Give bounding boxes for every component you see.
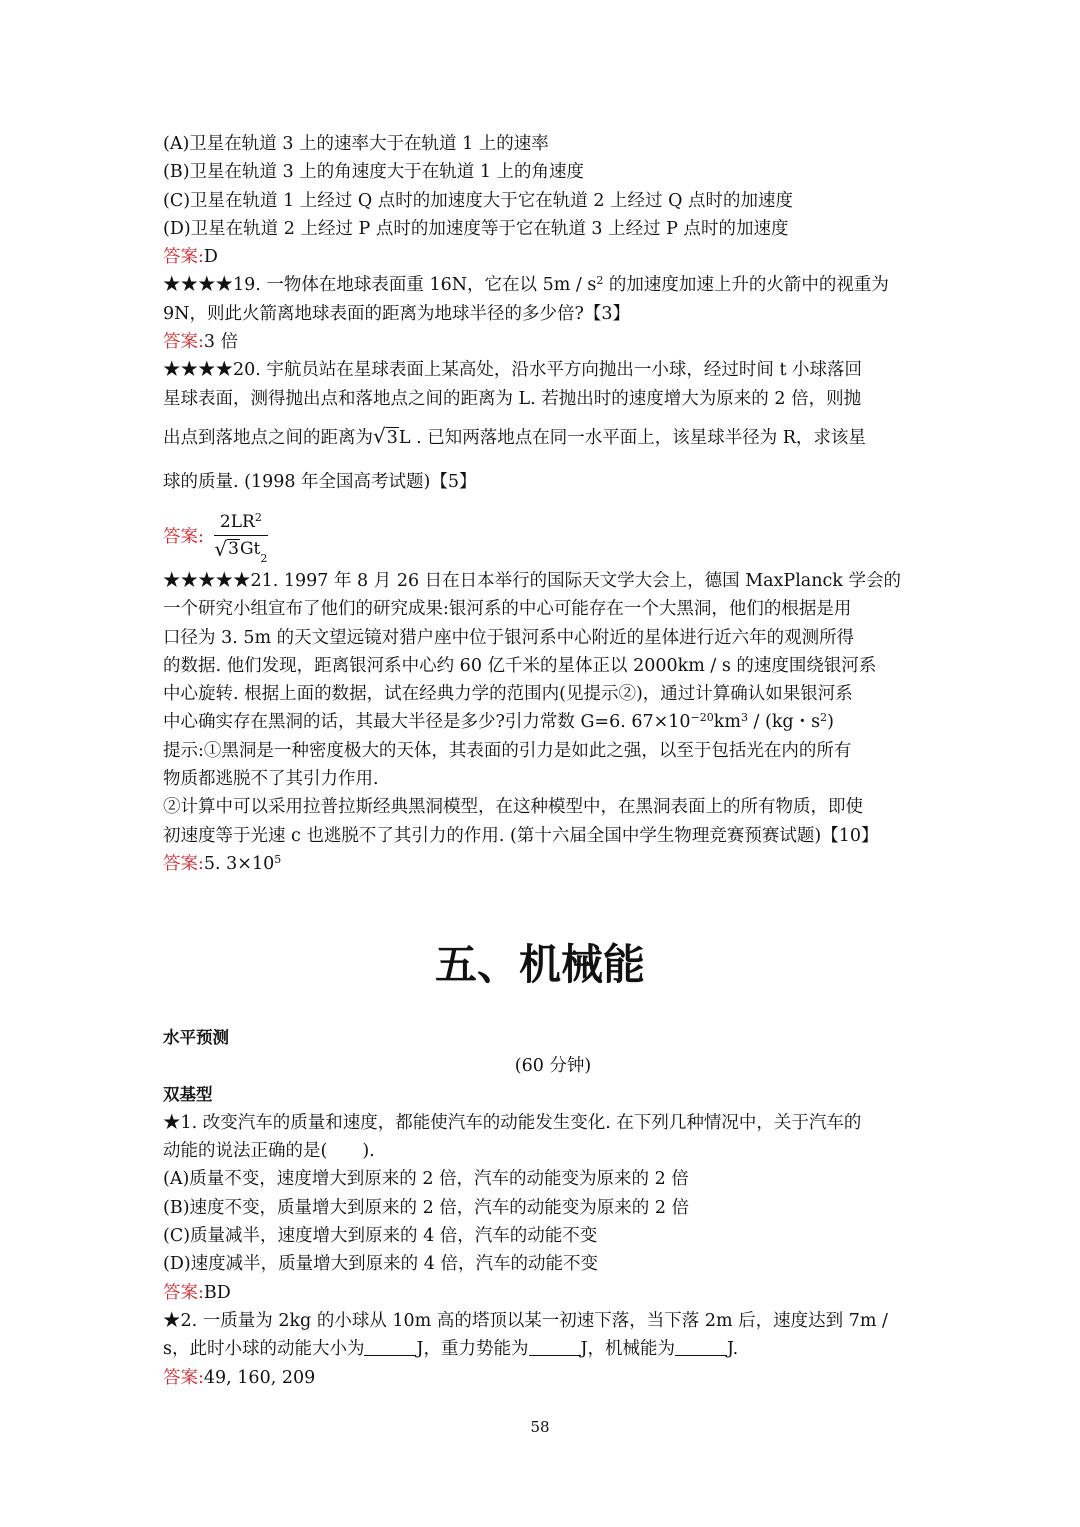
answer-label: 答案: xyxy=(163,247,204,268)
q2-line-2: s，此时小球的动能大小为 J，重力势能为 J，机械能为 J. xyxy=(163,1339,739,1360)
q1-option-c: (C)质量减半，速度增大到原来的 4 倍，汽车的动能不变 xyxy=(163,1226,598,1247)
answer-fraction xyxy=(214,511,268,566)
q1-answer xyxy=(163,1279,923,1307)
q18-option-d: (D)卫星在轨道 2 上经过 P 点时的加速度等于它在轨道 3 上经过 P 点时的加速度 xyxy=(163,218,789,239)
answer-label: 答案: xyxy=(163,853,204,874)
q18-option-a: (A)卫星在轨道 3 上的速率大于在轨道 1 上的速率 xyxy=(163,134,549,154)
q19-answer xyxy=(163,328,923,356)
q21-line-3: 口径为 3. 5m 的天文望远镜对猎户座中位于银河系中心附近的星体进行近六年的观测所得 xyxy=(163,627,855,648)
q19-line-2: 9N，则此火箭离地球表面的距离为地球半径的多少倍?【3】 xyxy=(163,303,630,324)
answer-label: 答案: xyxy=(163,527,204,548)
q20-line-2: 星球表面，测得抛出点和落地点之间的距离为 L. 若抛出时的速度增大为原来的 2 倍，则抛 xyxy=(163,388,862,409)
q20-line-4: 球的质量. (1998 年全国高考试题)【5】 xyxy=(163,471,477,492)
answer-blank[interactable] xyxy=(364,1339,416,1356)
hint-line-3: ②计算中可以采用拉普拉斯经典黑洞模型，在这种模型中，在黑洞表面上的所有物质，即使 xyxy=(163,797,863,818)
q1-option-b: (B)速度不变，质量增大到原来的 2 倍，汽车的动能变为原来的 2 倍 xyxy=(163,1197,690,1218)
answer-value: 5. $3\times 10^5$ xyxy=(203,852,282,874)
fraction-denominator: √ 3 Gt 2 xyxy=(214,537,268,566)
answer-value: D xyxy=(203,247,218,268)
chapter-title: 五、机械能 xyxy=(434,940,645,989)
upper-content xyxy=(163,130,923,878)
page-number: 58 xyxy=(530,1418,550,1436)
fraction-numerator: $2LR^2$ xyxy=(214,512,268,536)
lower-content xyxy=(163,1024,923,1392)
q2-line-1: ★2. 一质量为 2kg 的小球从 10m 高的塔顶以某一初速下落，当下落 2m 后，速度达到 7m / xyxy=(163,1310,888,1331)
answer-label: 答案: xyxy=(163,332,204,353)
q20-line-3: 出点到落地点之间的距离为√3L . 已知两落地点在同一水平面上，该星球半径为 R，求该星 xyxy=(163,423,866,448)
q21-line-4: 的数据. 他们发现，距离银河系中心约 60 亿千米的星体正以 2000km / s 的速度围绕银河系 xyxy=(163,655,877,676)
answer-label: 答案: xyxy=(163,1282,204,1303)
q18-answer xyxy=(163,243,923,271)
q21-line-6: 中心确实存在黑洞的话，其最大半径是多少?引力常数 G=6. $67\times 10^{-20}km^3 / (kg$・$s^2$) xyxy=(163,711,834,733)
hint-line-4: 初速度等于光速 c 也逃脱不了其引力的作用. (第十六届全国中学生物理竞赛预赛试题)【10】 xyxy=(163,825,879,846)
q2-answer xyxy=(163,1364,923,1392)
answer-blank[interactable] xyxy=(675,1339,727,1356)
answer-value: 3 倍 xyxy=(203,332,239,353)
q18-option-c: (C)卫星在轨道 1 上经过 Q 点时的加速度大于它在轨道 2 上经过 Q 点时的加速度 xyxy=(163,190,794,211)
q1-line-1: ★1. 改变汽车的质量和速度，都能使汽车的动能发生变化. 在下列几种情况中，关于汽车的 xyxy=(163,1112,862,1133)
q20-answer xyxy=(163,505,923,567)
subsection-heading: 双基型 xyxy=(163,1084,213,1104)
answer-value: BD xyxy=(203,1282,231,1303)
q20-line-1: ★★★★20. 宇航员站在星球表面上某高处，沿水平方向抛出一小球，经过时间 t 小球落回 xyxy=(163,360,863,381)
q21-answer xyxy=(163,850,923,878)
time-note: (60 分钟) xyxy=(514,1056,592,1077)
q21-line-5: 中心旋转. 根据上面的数据，试在经典力学的范围内(见提示②)，通过计算确认如果银河系 xyxy=(163,684,853,705)
q21-line-1: ★★★★★21. 1997 年 8 月 26 日在日本举行的国际天文学大会上，德国 MaxPlanck 学会的 xyxy=(163,570,901,591)
q21-line-2: 一个研究小组宣布了他们的研究成果:银河系的中心可能存在一个大黑洞，他们的根据是用 xyxy=(163,599,852,620)
hint-line-2: 物质都逃脱不了其引力作用. xyxy=(163,769,379,790)
hint-line-1: 提示:①黑洞是一种密度极大的天体，其表面的引力是如此之强，以至于包括光在内的所有 xyxy=(163,740,852,761)
q1-line-2: 动能的说法正确的是( ). xyxy=(163,1141,375,1162)
q18-option-b: (B)卫星在轨道 3 上的角速度大于在轨道 1 上的角速度 xyxy=(163,162,585,183)
sqrt-expression: √3 xyxy=(373,423,398,448)
answer-value: 49, 160, 209 xyxy=(203,1367,316,1388)
q1-option-d: (D)速度减半，质量增大到原来的 4 倍，汽车的动能不变 xyxy=(163,1254,598,1275)
section-heading: 水平预测 xyxy=(163,1028,229,1047)
q19-line-1: ★★★★19. 一物体在地球表面重 16N，它在以 $5m / s^2$ 的加速度加速上升的火箭中的视重为 xyxy=(163,274,889,296)
answer-blank[interactable] xyxy=(529,1339,581,1356)
answer-label: 答案: xyxy=(163,1367,204,1388)
q1-option-a: (A)质量不变，速度增大到原来的 2 倍，汽车的动能变为原来的 2 倍 xyxy=(163,1169,689,1190)
